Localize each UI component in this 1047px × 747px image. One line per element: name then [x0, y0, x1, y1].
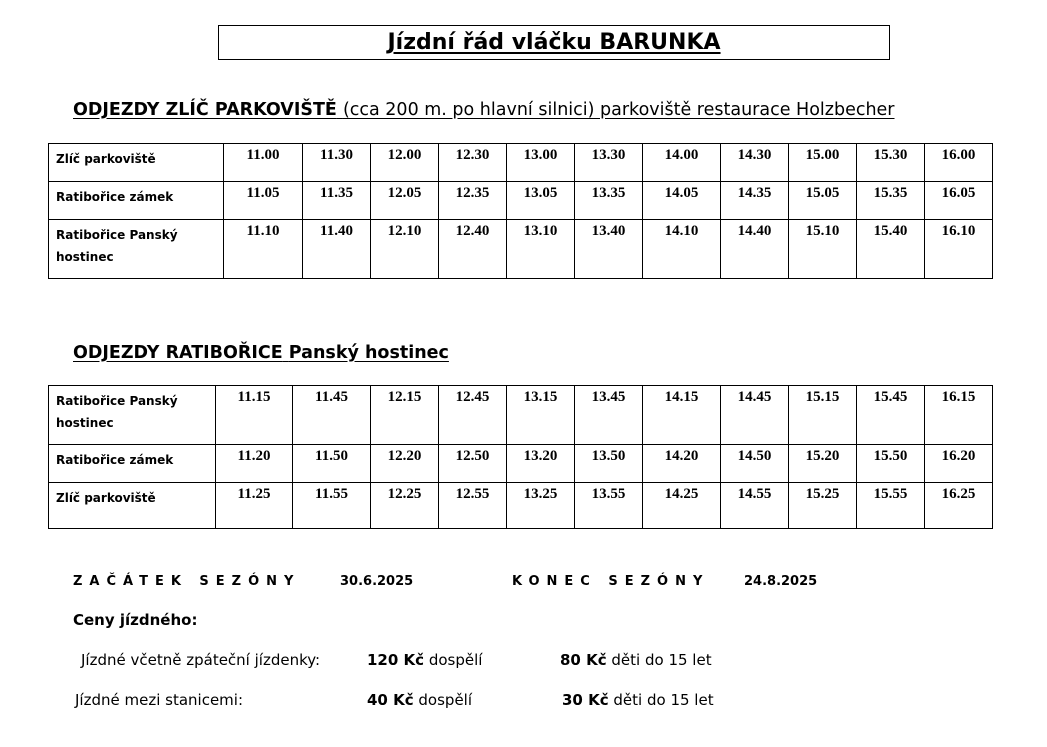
time-cell: 12.55: [439, 483, 507, 529]
time-cell: 16.20: [925, 445, 993, 483]
price-line-child: [562, 691, 714, 709]
time-cell: 11.25: [216, 483, 293, 529]
section2-heading-note: Panský hostinec: [288, 343, 449, 363]
time-cell: 14.15: [643, 386, 721, 445]
station-cell: Ratibořice zámek: [49, 445, 216, 483]
time-cell: 13.35: [575, 182, 643, 220]
station-line: Ratibořice Panský: [56, 394, 178, 408]
time-cell: 12.10: [371, 220, 439, 279]
season-end-label: KONEC SEZÓNY: [512, 574, 710, 589]
section2-heading: [73, 343, 449, 363]
time-cell: 15.20: [789, 445, 857, 483]
child-label: děti do 15 let: [613, 691, 714, 709]
time-cell: 14.40: [721, 220, 789, 279]
time-cell: 11.30: [303, 144, 371, 182]
table-row: [49, 483, 993, 529]
time-cell: 14.30: [721, 144, 789, 182]
time-cell: 12.00: [371, 144, 439, 182]
time-cell: 11.40: [303, 220, 371, 279]
time-cell: 15.55: [857, 483, 925, 529]
time-cell: 12.50: [439, 445, 507, 483]
time-cell: 13.10: [507, 220, 575, 279]
time-cell: 15.50: [857, 445, 925, 483]
page-title: Jízdní řád vláčku BARUNKA: [387, 30, 721, 55]
time-cell: 16.15: [925, 386, 993, 445]
time-cell: 14.45: [721, 386, 789, 445]
station-cell: Ratibořice zámek: [49, 182, 224, 220]
table-row: [49, 144, 993, 182]
table-row: [49, 182, 993, 220]
time-cell: 11.55: [293, 483, 371, 529]
time-cell: 13.45: [575, 386, 643, 445]
time-cell: 13.40: [575, 220, 643, 279]
time-cell: 11.00: [224, 144, 303, 182]
section1-heading-main: ODJEZDY ZLÍČ PARKOVIŠTĚ: [73, 100, 337, 120]
time-cell: 14.05: [643, 182, 721, 220]
time-cell: 16.10: [925, 220, 993, 279]
station-line: Ratibořice Panský: [56, 228, 178, 242]
time-cell: 13.15: [507, 386, 575, 445]
time-cell: 14.55: [721, 483, 789, 529]
station-cell: [49, 220, 224, 279]
time-cell: 14.20: [643, 445, 721, 483]
time-cell: 15.35: [857, 182, 925, 220]
time-cell: 12.05: [371, 182, 439, 220]
time-cell: 11.45: [293, 386, 371, 445]
time-cell: 12.35: [439, 182, 507, 220]
price-line-child: [560, 651, 712, 669]
time-cell: 16.25: [925, 483, 993, 529]
price-line-label: Jízdné mezi stanicemi:: [75, 691, 244, 709]
time-cell: 15.10: [789, 220, 857, 279]
prices-title: Ceny jízdného:: [73, 611, 198, 629]
time-cell: 15.15: [789, 386, 857, 445]
adult-price: 40 Kč: [367, 691, 414, 709]
table-row: [49, 445, 993, 483]
time-cell: 12.40: [439, 220, 507, 279]
title-box: [218, 25, 890, 60]
time-cell: 11.10: [224, 220, 303, 279]
time-cell: 12.30: [439, 144, 507, 182]
time-cell: 12.45: [439, 386, 507, 445]
adult-label: dospělí: [428, 651, 483, 669]
season-start-date: 30.6.2025: [340, 574, 414, 589]
child-price: 80 Kč: [560, 651, 607, 669]
price-line-label: Jízdné včetně zpáteční jízdenky:: [81, 651, 321, 669]
time-cell: 16.05: [925, 182, 993, 220]
adult-label: dospělí: [418, 691, 473, 709]
section1-heading: [73, 100, 895, 120]
time-cell: 15.25: [789, 483, 857, 529]
section2-heading-main: ODJEZDY RATIBOŘICE: [73, 343, 283, 363]
station-cell: Zlíč parkoviště: [49, 483, 216, 529]
time-cell: 11.35: [303, 182, 371, 220]
time-cell: 15.40: [857, 220, 925, 279]
time-cell: 12.15: [371, 386, 439, 445]
table-row: [49, 386, 993, 445]
time-cell: 13.30: [575, 144, 643, 182]
time-cell: 15.00: [789, 144, 857, 182]
time-cell: 11.15: [216, 386, 293, 445]
time-cell: 12.25: [371, 483, 439, 529]
price-line-adult: [367, 691, 472, 709]
time-cell: 11.20: [216, 445, 293, 483]
adult-price: 120 Kč: [367, 651, 425, 669]
time-cell: 15.45: [857, 386, 925, 445]
time-cell: 13.05: [507, 182, 575, 220]
station-cell: [49, 386, 216, 445]
section1-heading-note: (cca 200 m. po hlavní silnici) parkoviště restaurace Holzbecher: [342, 100, 895, 120]
season-end-date: 24.8.2025: [744, 574, 818, 589]
time-cell: 13.00: [507, 144, 575, 182]
time-cell: 14.10: [643, 220, 721, 279]
time-cell: 13.55: [575, 483, 643, 529]
time-cell: 15.30: [857, 144, 925, 182]
station-line: hostinec: [56, 416, 114, 430]
time-cell: 11.05: [224, 182, 303, 220]
price-line-adult: [367, 651, 482, 669]
time-cell: 13.25: [507, 483, 575, 529]
time-cell: 14.50: [721, 445, 789, 483]
station-line: hostinec: [56, 250, 114, 264]
time-cell: 11.50: [293, 445, 371, 483]
time-cell: 14.00: [643, 144, 721, 182]
table-row: [49, 220, 993, 279]
time-cell: 16.00: [925, 144, 993, 182]
child-label: děti do 15 let: [611, 651, 712, 669]
timetable-section1: [48, 143, 993, 279]
time-cell: 13.20: [507, 445, 575, 483]
time-cell: 14.25: [643, 483, 721, 529]
season-start-label: ZAČÁTEK SEZÓNY: [73, 574, 301, 589]
time-cell: 14.35: [721, 182, 789, 220]
time-cell: 15.05: [789, 182, 857, 220]
timetable-section2: [48, 385, 993, 529]
time-cell: 12.20: [371, 445, 439, 483]
time-cell: 13.50: [575, 445, 643, 483]
child-price: 30 Kč: [562, 691, 609, 709]
station-cell: Zlíč parkoviště: [49, 144, 224, 182]
